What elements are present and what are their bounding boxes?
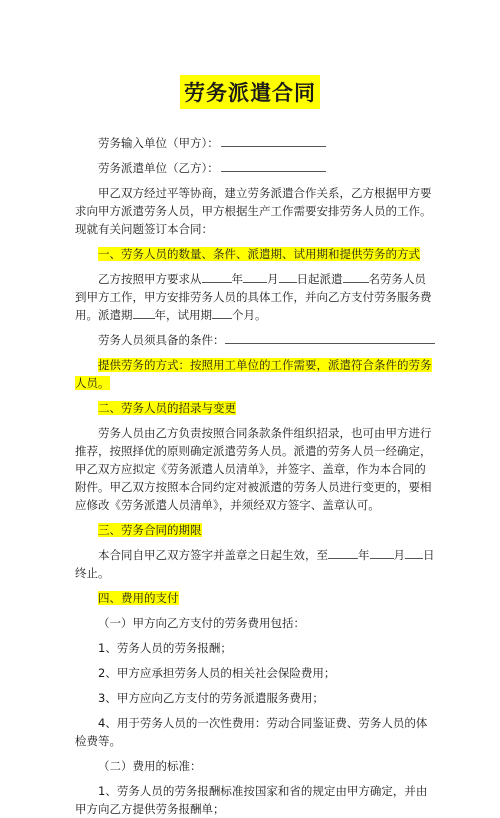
s3-text-a: 本合同自甲乙双方签字并盖章之日起生效，至 — [98, 548, 328, 562]
party-a-blank — [221, 134, 326, 147]
document-body — [75, 134, 435, 818]
period-blank — [133, 306, 155, 319]
end-year-blank — [328, 546, 358, 559]
method-text: 提供劳务的方式：按照用工单位的工作需要，派遣符合条件的劳务人员。 — [75, 358, 432, 390]
document-title-block — [0, 75, 500, 109]
month-blank — [243, 270, 267, 283]
fee-item: 4、用于劳务人员的一次性费用：劳动合同鉴证费、劳务人员的体检费等。 — [75, 716, 428, 748]
fee-item: 1、劳务人员的劳务报酬； — [98, 641, 232, 655]
document-title: 劳务派遣合同 — [180, 75, 320, 109]
s1-text-e: 名劳务人员到甲方工作，甲方安排劳务人员的具体工作，并向乙方支付劳务服务费用。派遣期 — [75, 272, 432, 322]
count-blank — [343, 270, 369, 283]
conditions-line — [75, 331, 435, 349]
s1-text-a: 乙方按照甲方要求从 — [98, 272, 202, 286]
conditions-label: 劳务人员须具备的条件： — [98, 333, 225, 347]
section-3-heading-line — [75, 521, 435, 539]
party-b-line — [75, 159, 435, 177]
section-1-heading: 一、劳务人员的数量、条件、派遣期、试用期和提供劳务的方式 — [98, 247, 420, 261]
s1-text-b: 年 — [231, 272, 243, 286]
section-4-heading: 四、费用的支付 — [98, 591, 179, 605]
section-2-heading: 二、劳务人员的招录与变更 — [98, 401, 236, 415]
s1-text-c: 月 — [267, 272, 279, 286]
section-2-paragraph: 劳务人员由乙方负责按照合同条款条件组织招录，也可由甲方进行推荐，按照择优的原则确定派遣劳务人员。派遣的劳务人员一经确定，甲乙双方应拟定《劳务派遣人员清单》，并签字、盖章，作为本合同的附件。甲乙双方按照本合同约定对被派遣的劳务人员进行变更的，要相应修改《劳务派遣人员清单》，并须经双方签字、盖章认可。 — [75, 426, 432, 512]
fee-item: 2、甲方应承担劳务人员的相关社会保险费用； — [98, 666, 336, 680]
s3-text-b: 年 — [358, 548, 370, 562]
conditions-blank — [225, 331, 435, 344]
section-3-heading: 三、劳务合同的期限 — [98, 523, 202, 537]
section-4-sub-1: （一）甲方向乙方支付的劳务费用包括： — [98, 616, 305, 630]
section-4-sub-2: （二）费用的标准： — [98, 759, 202, 773]
section-1-heading-line — [75, 245, 435, 263]
section-3-paragraph — [75, 546, 435, 582]
s1-text-g: 个月。 — [232, 308, 267, 322]
s3-text-c: 月 — [393, 548, 405, 562]
fee-item: 3、甲方应向乙方支付的劳务派遣服务费用； — [98, 691, 324, 705]
end-month-blank — [370, 546, 394, 559]
intro-paragraph: 甲乙双方经过平等协商，建立劳务派遣合作关系，乙方根据甲方要求向甲方派遣劳务人员，甲方根据生产工作需要安排劳务人员的工作。现就有关问题签订本合同： — [75, 186, 432, 236]
day-blank — [279, 270, 297, 283]
section-4-heading-line — [75, 589, 435, 607]
party-a-label: 劳务输入单位（甲方）： — [98, 136, 219, 150]
s3-text-d: 日终止。 — [75, 548, 435, 580]
party-a-line — [75, 134, 435, 152]
method-line — [75, 356, 435, 392]
section-2-heading-line — [75, 399, 435, 417]
section-1-paragraph — [75, 270, 435, 324]
year-blank — [202, 270, 232, 283]
standard-item-1: 1、劳务人员的劳务报酬标准按国家和省的规定由甲方确定，并由甲方向乙方提供劳务报酬单； — [75, 784, 428, 816]
probation-blank — [212, 306, 232, 319]
party-b-blank — [221, 159, 326, 172]
s1-text-d: 日起派遣 — [296, 272, 343, 286]
end-day-blank — [405, 546, 423, 559]
party-b-label: 劳务派遣单位（乙方）： — [98, 161, 219, 175]
s1-text-f: 年，试用期 — [154, 308, 212, 322]
